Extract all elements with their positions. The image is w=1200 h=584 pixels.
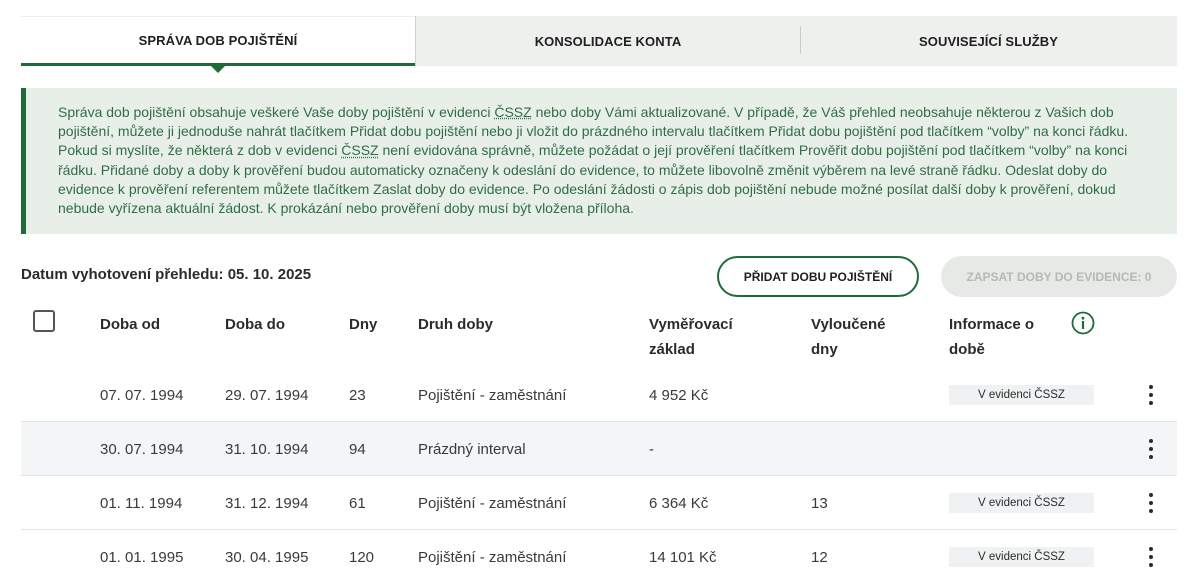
cell-excluded: 12 <box>811 548 828 566</box>
cell-from: 01. 11. 1994 <box>100 494 183 512</box>
header-to: Doba do <box>225 316 285 333</box>
info-box <box>21 88 1177 234</box>
header-type: Druh doby <box>418 316 493 333</box>
abbr-cssz: ČSSZ <box>341 142 379 159</box>
cell-type: Pojištění - zaměstnání <box>418 386 567 404</box>
header-base <box>649 312 733 362</box>
table-row[interactable] <box>21 368 1177 422</box>
info-text-part: nebo doby Vámi aktualizované. V případě, že Váš přehled neobsahuje některou z Vašich dob pojištění, můžete ji jednoduše nahrát tlačítkem Přidat dobu pojištění nebo ji vložit do prázdného intervalu tlačítkem Přidat dobu pojištění pod tlačítkem “volby” na konci řádku. Pokud si myslíte, že některá z dob v evidenci <box>58 104 1129 159</box>
tab-label: SOUVISEJÍCÍ SLUŽBY <box>918 33 1059 49</box>
info-icon[interactable] <box>1071 311 1095 335</box>
row-options-kebab-icon[interactable] <box>1144 493 1158 513</box>
status-badge: V evidenci ČSSZ <box>949 547 1094 567</box>
table-row[interactable] <box>21 530 1177 584</box>
cell-days: 61 <box>349 494 366 512</box>
tab-related-services[interactable] <box>800 16 1177 66</box>
header-excluded-line: dny <box>811 341 838 358</box>
info-text-part: není evidována správně, můžete požádat o její prověření tlačítkem Prověřit dobu pojištění pod tlačítkem “volby” na konci řádku. Přidané doby a doby k prověření budou automaticky označeny k odeslání do evidence, to můžete libovolně změnit výběrem na levé straně řádku. Odeslat doby do evidence k prověření referentem můžete tlačítkem Zaslat doby do evidence. Po odeslání žádosti o zápis dob pojištění nebude možné posílat další doby k prověření, dokud nebude vyřízena aktuální žádost. K prokázání nebo prověření doby musí být vložena příloha. <box>58 142 1128 217</box>
cell-days: 23 <box>349 386 366 404</box>
add-insurance-period-button[interactable]: PŘIDAT DOBU POJIŠTĚNÍ <box>717 256 919 297</box>
header-info <box>949 312 1034 362</box>
row-options-kebab-icon[interactable] <box>1144 547 1158 567</box>
cell-days: 120 <box>349 548 375 566</box>
header-from: Doba od <box>100 316 160 333</box>
cell-base: - <box>649 440 654 458</box>
tab-bar <box>21 16 1177 66</box>
cell-excluded: 13 <box>811 494 828 512</box>
row-options-kebab-icon[interactable] <box>1144 439 1158 459</box>
abbr-cssz: ČSSZ <box>494 104 532 120</box>
cell-type: Pojištění - zaměstnání <box>418 494 567 512</box>
row-options-kebab-icon[interactable] <box>1144 385 1158 405</box>
header-excluded-days <box>811 312 885 362</box>
status-badge: V evidenci ČSSZ <box>949 385 1094 405</box>
header-base-line: Vyměřovací <box>649 316 733 333</box>
select-all-checkbox[interactable] <box>33 310 55 332</box>
cell-to: 31. 10. 1994 <box>225 440 309 458</box>
info-text-part: Správa dob pojištění obsahuje veškeré Vaše doby pojištění v evidenci <box>58 104 495 120</box>
cell-from: 30. 07. 1994 <box>100 440 184 458</box>
cell-type: Pojištění - zaměstnání <box>418 548 567 566</box>
tab-divider <box>800 26 801 54</box>
cell-to: 30. 04. 1995 <box>225 548 309 566</box>
cell-days: 94 <box>349 440 366 458</box>
header-days: Dny <box>349 316 378 333</box>
tab-label: SPRÁVA DOB POJIŠTĚNÍ <box>138 32 298 48</box>
header-excluded-line: Vyloučené <box>811 316 886 333</box>
cell-to: 29. 07. 1994 <box>225 386 309 404</box>
tab-insurance-periods[interactable] <box>21 16 415 66</box>
cell-base: 6 364 Kč <box>649 494 709 512</box>
header-info-line: době <box>949 341 985 358</box>
table-row[interactable] <box>21 476 1177 530</box>
active-tab-caret-icon <box>210 65 226 73</box>
cell-to: 31. 12. 1994 <box>225 494 309 512</box>
table-header <box>0 306 1200 366</box>
info-text <box>58 103 1143 218</box>
header-base-line: základ <box>649 341 695 358</box>
cell-type: Prázdný interval <box>418 440 526 458</box>
cell-from: 01. 01. 1995 <box>100 548 184 566</box>
report-date: Datum vyhotovení přehledu: 05. 10. 2025 <box>21 266 312 283</box>
cell-from: 07. 07. 1994 <box>100 386 184 404</box>
status-badge: V evidenci ČSSZ <box>949 493 1094 513</box>
cell-base: 4 952 Kč <box>649 386 709 404</box>
header-info-line: Informace o <box>949 316 1035 333</box>
tab-account-consolidation[interactable] <box>415 16 800 66</box>
tab-label: KONSOLIDACE KONTA <box>534 33 682 49</box>
cell-base: 14 101 Kč <box>649 548 717 566</box>
table-row[interactable] <box>21 422 1177 476</box>
submit-periods-button[interactable]: ZAPSAT DOBY DO EVIDENCE: 0 <box>941 256 1177 297</box>
